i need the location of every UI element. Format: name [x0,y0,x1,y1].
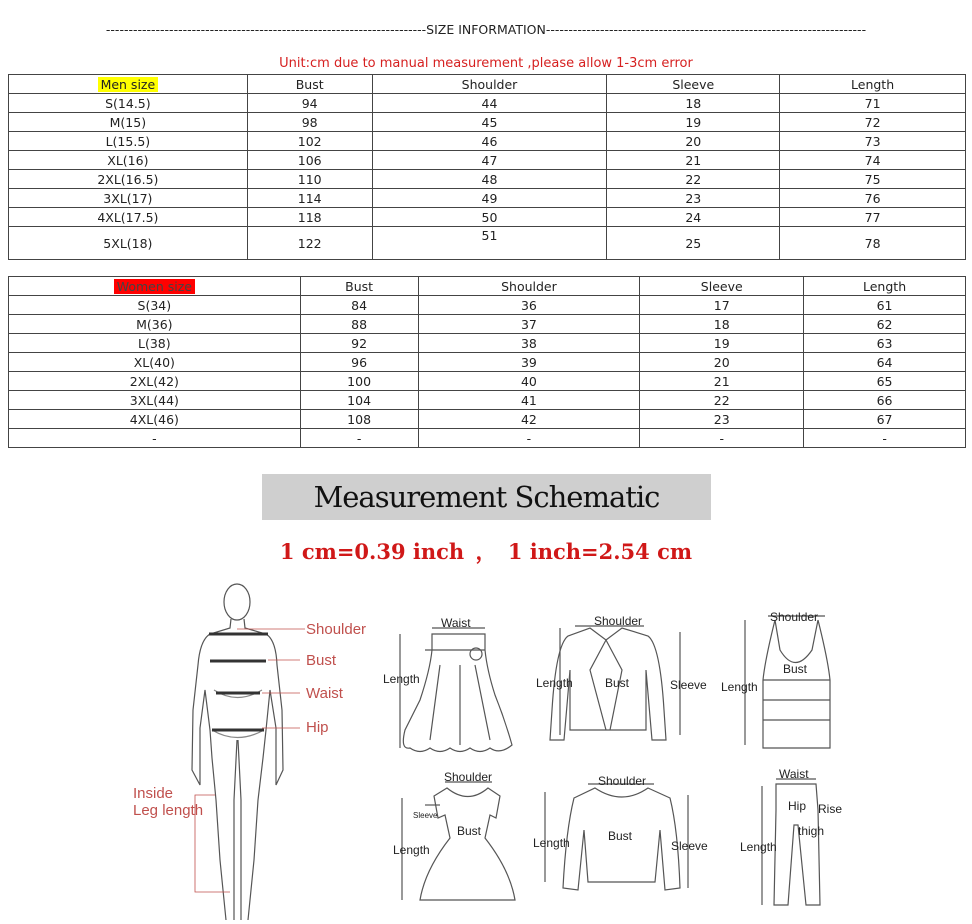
sweater-shoulder-label: Shoulder [598,774,647,788]
table-row [9,132,966,151]
camisole-length-label: Length [721,680,758,694]
table-cell: 5XL(18) [9,227,248,260]
table-cell: S(34) [9,296,301,315]
header-cell: Sleeve [607,75,780,94]
jacket-length-label: Length [536,676,573,690]
body-waist-label: Waist [306,685,343,702]
dress-sleeve-label: Sleeve [413,811,438,820]
table-cell: 25 [607,227,780,260]
table-row [9,227,966,260]
table-cell: 39 [418,353,640,372]
men-size-table [8,74,966,260]
table-cell: 38 [418,334,640,353]
header-cell: Sleeve [640,277,804,296]
table-cell: 51 [372,227,607,260]
table-cell: 23 [607,189,780,208]
table-cell: 65 [804,372,966,391]
sweater-sleeve-label: Sleeve [671,839,708,853]
table-cell: 118 [247,208,372,227]
table-row [9,94,966,113]
table-row [9,170,966,189]
table-row [9,353,966,372]
table-cell: 20 [640,353,804,372]
table-cell: 20 [607,132,780,151]
table-row [9,334,966,353]
table-cell: 4XL(17.5) [9,208,248,227]
table-cell: 75 [780,170,966,189]
women-size-table [8,276,966,448]
table-cell: XL(16) [9,151,248,170]
table-cell: 72 [780,113,966,132]
table-cell: 106 [247,151,372,170]
dress-shoulder-label: Shoulder [444,770,493,784]
header-cell: Shoulder [418,277,640,296]
table-cell: 84 [300,296,418,315]
table-cell: 61 [804,296,966,315]
dress-length-label: Length [393,843,430,857]
table-cell: XL(40) [9,353,301,372]
unit-conversion [0,536,972,566]
table-cell: 18 [607,94,780,113]
camisole-bust-label: Bust [783,662,808,676]
table-row [9,410,966,429]
pants-waist-label: Waist [779,767,809,781]
header-cell: Bust [300,277,418,296]
table-cell: 42 [418,410,640,429]
table-cell: 19 [607,113,780,132]
table-cell: 71 [780,94,966,113]
table-cell: 104 [300,391,418,410]
table-cell: 18 [640,315,804,334]
table-cell: 98 [247,113,372,132]
table-cell: 36 [418,296,640,315]
table-cell: 63 [804,334,966,353]
table-header-row [9,277,966,296]
camisole-icon [745,616,830,748]
cm-to-inch: 1 cm=0.39 inch [279,539,465,564]
skirt-waist-label: Waist [441,616,471,630]
table-cell: 2XL(42) [9,372,301,391]
pants-thigh-label: thigh [798,824,825,838]
table-cell: 62 [804,315,966,334]
table-cell: 64 [804,353,966,372]
skirt-length-label: Length [383,672,420,686]
table-row [9,315,966,334]
unit-note: Unit:cm due to manual measurement ,please allow 1-3cm error [279,56,693,71]
table-cell: 88 [300,315,418,334]
table-cell: 50 [372,208,607,227]
skirt-icon [400,628,512,752]
table-cell: 76 [780,189,966,208]
table-cell: 94 [247,94,372,113]
table-row [9,429,966,448]
table-cell: 2XL(16.5) [9,170,248,189]
jacket-bust-label: Bust [605,676,630,690]
header-cell: Length [804,277,966,296]
inch-to-cm: 1 inch=2.54 cm [507,539,693,564]
table-header-row [9,75,966,94]
table-cell: 108 [300,410,418,429]
table-cell: S(14.5) [9,94,248,113]
table-cell: 100 [300,372,418,391]
table-cell: 110 [247,170,372,189]
body-leg-length-label: Leg length [133,802,204,819]
table-row [9,151,966,170]
table-cell: - [418,429,640,448]
dress-icon [402,782,515,900]
dress-bust-label: Bust [457,824,482,838]
table-cell: 19 [640,334,804,353]
table-cell: L(15.5) [9,132,248,151]
table-cell: 45 [372,113,607,132]
table-row [9,189,966,208]
table-cell: 22 [640,391,804,410]
table-cell: 41 [418,391,640,410]
table-cell: 102 [247,132,372,151]
table-cell: 22 [607,170,780,189]
jacket-sleeve-label: Sleeve [670,678,707,692]
table-cell: 4XL(46) [9,410,301,429]
jacket-shoulder-label: Shoulder [594,614,643,628]
camisole-shoulder-label: Shoulder [770,610,819,624]
table-cell: 122 [247,227,372,260]
table-cell: 92 [300,334,418,353]
body-bust-label: Bust [306,652,337,669]
table-cell: 73 [780,132,966,151]
header-cell: Length [780,75,966,94]
body-shoulder-label: Shoulder [306,621,367,638]
table-cell: 114 [247,189,372,208]
body-hip-label: Hip [306,719,329,736]
women-size-header: Women size [114,279,195,294]
table-cell: 47 [372,151,607,170]
table-cell: 48 [372,170,607,189]
table-cell: 21 [607,151,780,170]
table-cell: L(38) [9,334,301,353]
table-cell: 74 [780,151,966,170]
sweater-length-label: Length [533,836,570,850]
table-cell: 24 [607,208,780,227]
table-row [9,113,966,132]
pants-hip-label: Hip [788,799,807,813]
measurement-schematic-drawing [0,570,972,924]
table-cell: 66 [804,391,966,410]
pants-length-label: Length [740,840,777,854]
body-figure-icon [192,584,305,920]
table-cell: 49 [372,189,607,208]
table-cell: 44 [372,94,607,113]
sweater-bust-label: Bust [608,829,633,843]
header-cell: Bust [247,75,372,94]
table-cell: 46 [372,132,607,151]
table-cell: M(15) [9,113,248,132]
table-row [9,372,966,391]
table-row [9,296,966,315]
pants-rise-label: Rise [818,802,843,816]
header-cell: Shoulder [372,75,607,94]
table-row [9,391,966,410]
table-cell: - [9,429,301,448]
body-inside-label: Inside [133,785,174,802]
table-row [9,208,966,227]
table-cell: 21 [640,372,804,391]
table-cell: 78 [780,227,966,260]
table-cell: 23 [640,410,804,429]
table-cell: M(36) [9,315,301,334]
table-cell: 77 [780,208,966,227]
men-size-header: Men size [98,77,159,92]
conversion-separator: ， [475,539,497,564]
size-information-title: -----------------------------------------------------------------------SIZE INFORMATION----------------------------------------------------------------------- [105,22,867,37]
table-cell: 67 [804,410,966,429]
table-cell: 3XL(17) [9,189,248,208]
table-cell: 96 [300,353,418,372]
table-cell: - [804,429,966,448]
table-cell: 3XL(44) [9,391,301,410]
table-cell: 17 [640,296,804,315]
table-cell: - [300,429,418,448]
measurement-schematic-banner: Measurement Schematic [262,474,711,520]
table-cell: 37 [418,315,640,334]
table-cell: - [640,429,804,448]
table-cell: 40 [418,372,640,391]
